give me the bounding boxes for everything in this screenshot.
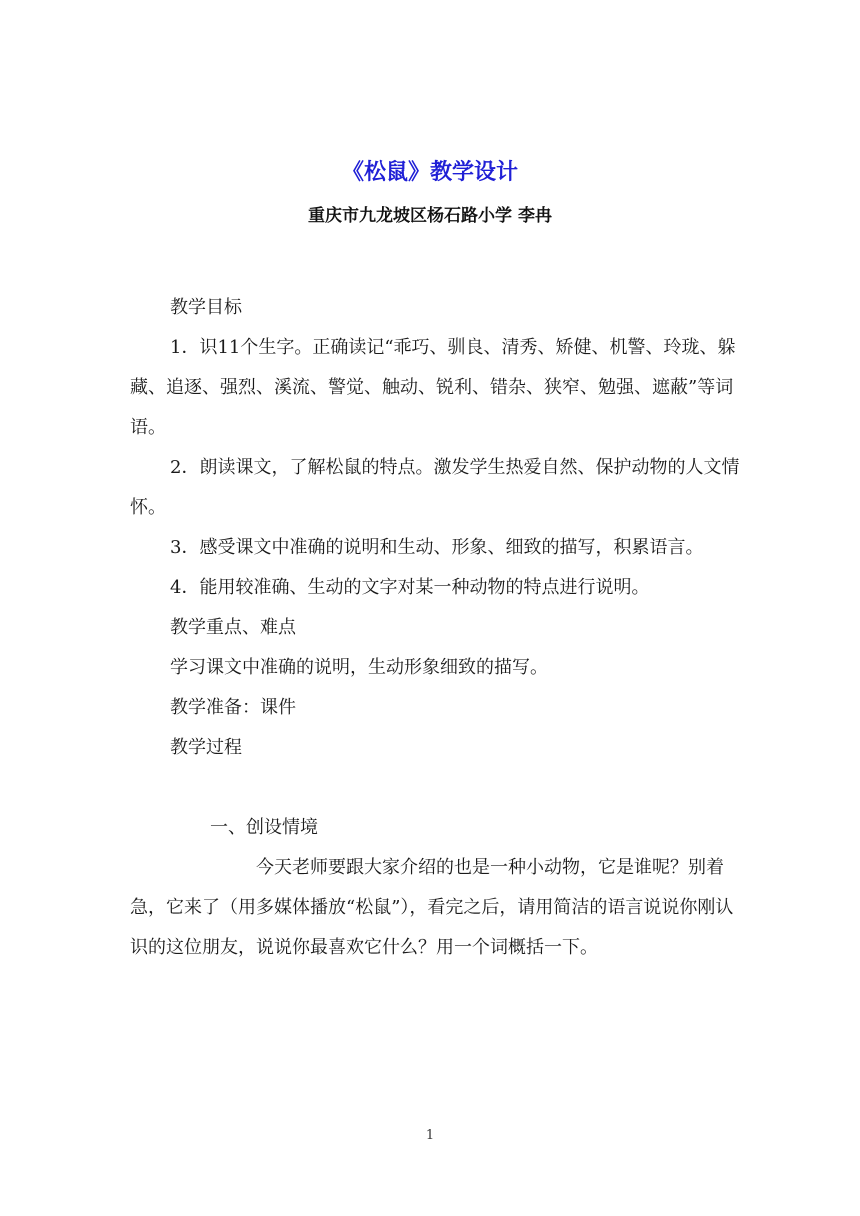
goal-item-1: 1．识11个生字。正确读记“乖巧、驯良、清秀、矫健、机警、玲珑、躲藏、追逐、强烈、溪流、警觉、触动、锐利、错杂、狭窄、勉强、遮蔽”等词语。 — [130, 337, 736, 438]
document-title: 《松鼠》教学设计 — [341, 159, 518, 185]
heading-teaching-process: 教学过程 — [170, 737, 242, 758]
author-line: 重庆市九龙坡区杨石路小学 李冉 — [308, 206, 552, 226]
heading-teaching-goals: 教学目标 — [170, 297, 242, 318]
preparation-text: 教学准备：课件 — [170, 697, 296, 718]
section-paragraph-1: 今天老师要跟大家介绍的也是一种小动物，它是谁呢？别着急，它来了（用多媒体播放“松鼠”），看完之后，请用简洁的语言说说你刚认识的这位朋友，说说你最喜欢它什么？用一个词概括一下。 — [130, 857, 734, 958]
goal-item-2: 2．朗读课文，了解松鼠的特点。激发学生热爱自然、保护动物的人文情怀。 — [130, 457, 740, 518]
page-number: 1 — [425, 1128, 435, 1143]
section-heading-1: 一、创设情境 — [210, 817, 318, 838]
spacer — [130, 768, 740, 808]
goal-item-3: 3．感受课文中准确的说明和生动、形象、细致的描写，积累语言。 — [170, 537, 704, 558]
document-body — [130, 288, 740, 968]
goal-item-4: 4．能用较准确、生动的文字对某一种动物的特点进行说明。 — [170, 577, 650, 598]
key-points-text: 学习课文中准确的说明，生动形象细致的描写。 — [170, 657, 548, 678]
heading-key-points: 教学重点、难点 — [170, 617, 296, 638]
